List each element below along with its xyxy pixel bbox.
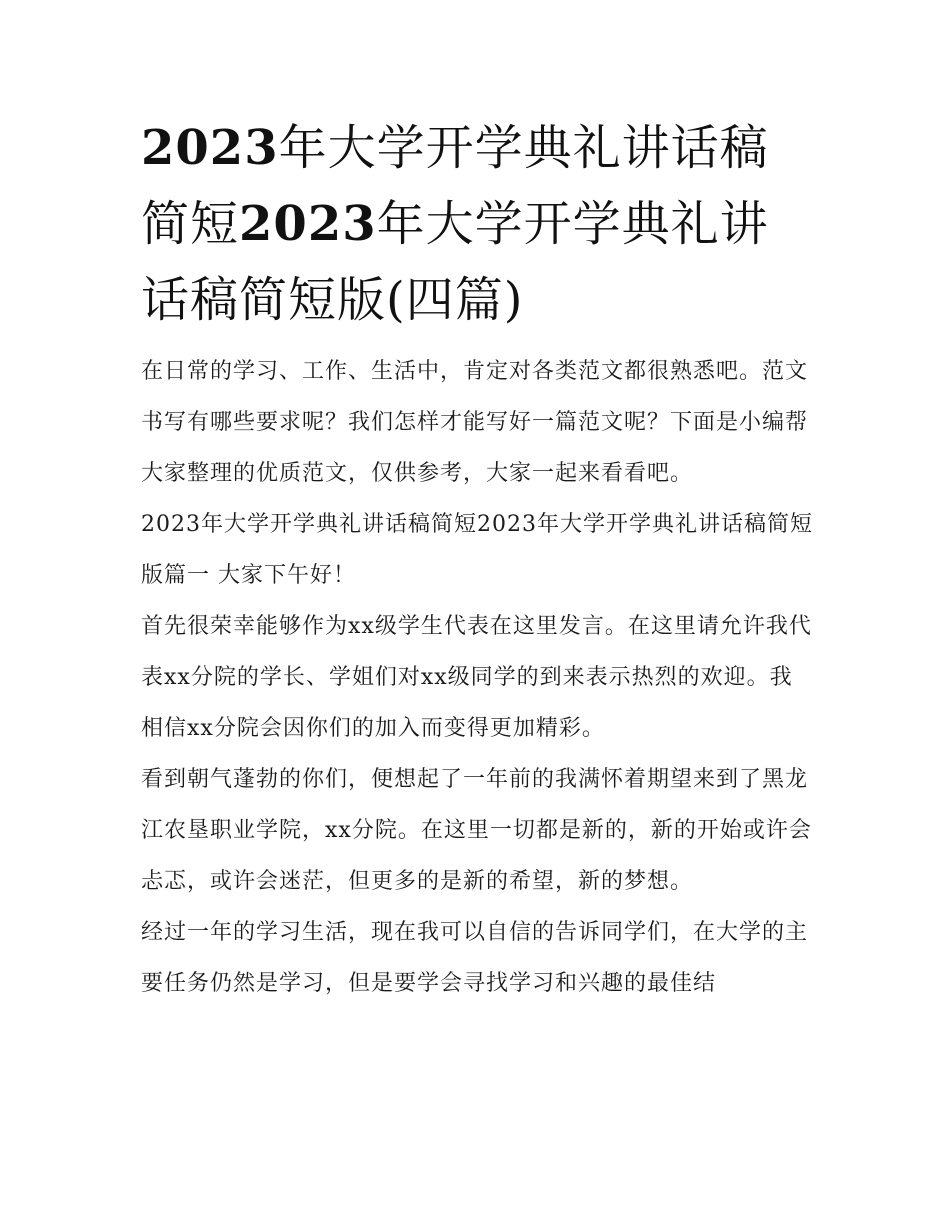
paragraph-body: 经过一年的学习生活，现在我可以自信的告诉同学们，在大学的主要任务仍然是学习，但是要学会寻找学习和兴趣的最佳结 bbox=[141, 920, 809, 996]
title-year-2: 2023 bbox=[239, 196, 377, 252]
paragraph-intro: 在日常的学习、工作、生活中，肯定对各类范文都很熟悉吧。范文书写有哪些要求呢？我们怎样才能写好一篇范文呢？下面是小编帮大家整理的优质范文，仅供参考，大家一起来看看吧。 bbox=[141, 359, 809, 486]
paragraph-body: 看到朝气蓬勃的你们，便想起了一年前的我满怀着期望来到了黑龙江农垦职业学院，xx分院。在这里一切都是新的，新的开始或许会忐忑，或许会迷茫，但更多的是新的希望，新的梦想。 bbox=[141, 767, 812, 894]
paragraph-body: 首先很荣幸能够作为xx级学生代表在这里发言。在这里请允许我代表xx分院的学长、学姐们对xx级同学的到来表示热烈的欢迎。我相信xx分院会因你们的加入而变得更加精彩。 bbox=[141, 614, 812, 741]
title-text-1: 年大学开学典礼讲话稿简短 bbox=[141, 120, 769, 252]
document-content bbox=[141, 110, 813, 1009]
title-year-1: 2023 bbox=[141, 120, 279, 176]
paragraph-heading: 2023年大学开学典礼讲话稿简短2023年大学开学典礼讲话稿简短版篇一 大家下午好！ bbox=[141, 512, 813, 588]
document-title bbox=[141, 110, 813, 338]
title-text-2: 年大学开学典礼讲话稿简短版(四篇) bbox=[141, 196, 769, 328]
